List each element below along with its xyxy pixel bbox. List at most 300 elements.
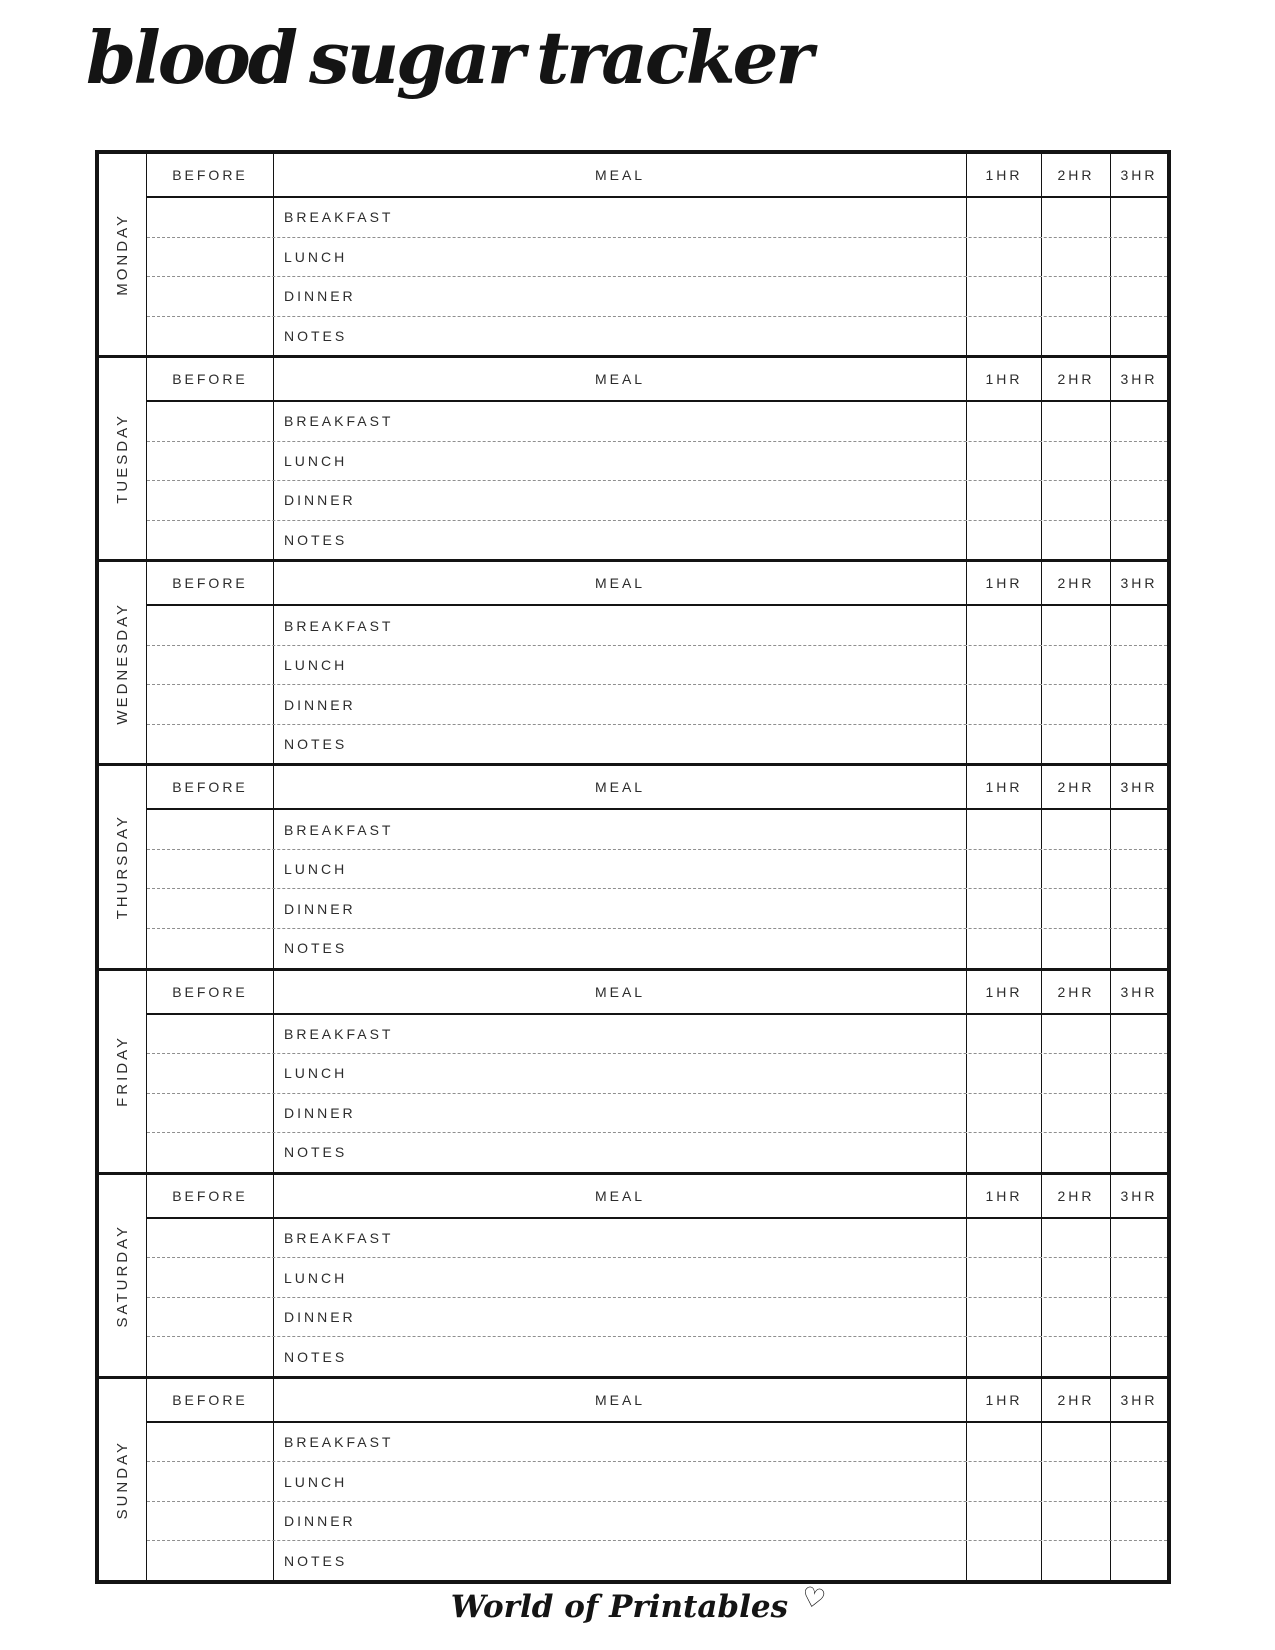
header-3hr-label: 3HR: [1120, 371, 1158, 388]
header-2hr-cell: [1041, 971, 1110, 1013]
day-column: [99, 154, 147, 355]
before-entry-cell: [147, 1258, 274, 1297]
day-grid: [147, 766, 1167, 967]
header-before-label: BEFORE: [172, 779, 248, 796]
header-1hr-cell: [966, 971, 1041, 1013]
meal-row-label: DINNER: [284, 492, 356, 509]
day-grid: [147, 562, 1167, 763]
meal-row-label: DINNER: [284, 696, 356, 713]
hr2-entry-cell: [1041, 850, 1110, 889]
meal-row-label: BREAKFAST: [284, 1229, 394, 1246]
hr1-entry-cell: [966, 1219, 1041, 1258]
meal-row-label: LUNCH: [284, 452, 348, 469]
header-meal-label: MEAL: [594, 1187, 646, 1204]
before-entry-cell: [147, 1094, 274, 1133]
hr1-entry-cell: [966, 929, 1041, 968]
meal-row-label: DINNER: [284, 1513, 356, 1530]
before-entry-cell: [147, 725, 274, 764]
lunch-row: [147, 1258, 1167, 1298]
header-2hr-cell: [1041, 154, 1110, 196]
header-1hr-label: 1HR: [985, 779, 1023, 796]
hr2-entry-cell: [1041, 402, 1110, 441]
header-1hr-cell: [966, 562, 1041, 604]
header-3hr-cell: [1110, 971, 1167, 1013]
meal-row-label: BREAKFAST: [284, 1434, 394, 1451]
hr1-entry-cell: [966, 1054, 1041, 1093]
header-2hr-cell: [1041, 562, 1110, 604]
hr1-entry-cell: [966, 1133, 1041, 1172]
meal-row-label: LUNCH: [284, 248, 348, 265]
header-2hr-cell: [1041, 358, 1110, 400]
meal-row-label: LUNCH: [284, 1065, 348, 1082]
hr2-entry-cell: [1041, 1423, 1110, 1462]
before-entry-cell: [147, 442, 274, 481]
hr3-entry-cell: [1110, 442, 1167, 481]
meal-entry-cell: [274, 521, 966, 560]
header-1hr-cell: [966, 358, 1041, 400]
notes-row: [147, 521, 1167, 560]
hr2-entry-cell: [1041, 685, 1110, 724]
header-row: [147, 971, 1167, 1015]
meal-entry-cell: [274, 198, 966, 237]
header-3hr-cell: [1110, 154, 1167, 196]
lunch-row: [147, 850, 1167, 890]
hr2-entry-cell: [1041, 1219, 1110, 1258]
header-1hr-cell: [966, 1379, 1041, 1421]
dinner-row: [147, 889, 1167, 929]
header-meal-cell: [274, 562, 966, 604]
before-entry-cell: [147, 521, 274, 560]
day-label: SUNDAY: [114, 1439, 131, 1520]
brand-name: World of Printables: [450, 1589, 789, 1625]
header-meal-label: MEAL: [594, 371, 646, 388]
hr1-entry-cell: [966, 1298, 1041, 1337]
hr3-entry-cell: [1110, 1219, 1167, 1258]
day-column: [99, 971, 147, 1172]
dinner-row: [147, 685, 1167, 725]
meal-entry-cell: [274, 929, 966, 968]
tracker-table: [95, 150, 1171, 1584]
header-meal-label: MEAL: [594, 575, 646, 592]
hr1-entry-cell: [966, 442, 1041, 481]
hr2-entry-cell: [1041, 1258, 1110, 1297]
hr2-entry-cell: [1041, 1133, 1110, 1172]
header-2hr-label: 2HR: [1057, 167, 1095, 183]
hr2-entry-cell: [1041, 198, 1110, 237]
day-section-sunday: [99, 1379, 1167, 1580]
hr2-entry-cell: [1041, 1541, 1110, 1580]
before-entry-cell: [147, 850, 274, 889]
notes-row: [147, 1133, 1167, 1172]
day-grid: [147, 358, 1167, 559]
meal-row-label: LUNCH: [284, 1473, 348, 1490]
lunch-row: [147, 1462, 1167, 1502]
hr3-entry-cell: [1110, 1298, 1167, 1337]
header-2hr-cell: [1041, 1175, 1110, 1217]
breakfast-row: [147, 810, 1167, 850]
before-entry-cell: [147, 1298, 274, 1337]
header-row: [147, 358, 1167, 402]
lunch-row: [147, 1054, 1167, 1094]
header-before-cell: [147, 1175, 274, 1217]
header-3hr-cell: [1110, 358, 1167, 400]
hr1-entry-cell: [966, 1258, 1041, 1297]
meal-entry-cell: [274, 442, 966, 481]
hr2-entry-cell: [1041, 810, 1110, 849]
meal-row-label: LUNCH: [284, 1269, 348, 1286]
header-2hr-cell: [1041, 766, 1110, 808]
header-3hr-cell: [1110, 562, 1167, 604]
header-1hr-label: 1HR: [985, 575, 1023, 592]
day-column: [99, 562, 147, 763]
day-label: FRIDAY: [114, 1035, 131, 1108]
hr2-entry-cell: [1041, 1337, 1110, 1376]
hr1-entry-cell: [966, 646, 1041, 685]
header-2hr-label: 2HR: [1057, 1187, 1095, 1204]
before-entry-cell: [147, 198, 274, 237]
before-entry-cell: [147, 810, 274, 849]
hr2-entry-cell: [1041, 1054, 1110, 1093]
hr1-entry-cell: [966, 277, 1041, 316]
header-3hr-label: 3HR: [1120, 575, 1158, 592]
header-1hr-label: 1HR: [985, 1391, 1023, 1408]
header-3hr-cell: [1110, 766, 1167, 808]
meal-entry-cell: [274, 1015, 966, 1054]
hr1-entry-cell: [966, 402, 1041, 441]
before-entry-cell: [147, 1133, 274, 1172]
meal-entry-cell: [274, 646, 966, 685]
day-column: [99, 358, 147, 559]
brand-logo: [0, 1580, 1275, 1625]
meal-row-label: NOTES: [284, 327, 348, 344]
before-entry-cell: [147, 889, 274, 928]
before-entry-cell: [147, 1502, 274, 1541]
hr3-entry-cell: [1110, 1094, 1167, 1133]
hr1-entry-cell: [966, 481, 1041, 520]
meal-row-label: DINNER: [284, 1309, 356, 1326]
hr3-entry-cell: [1110, 1423, 1167, 1462]
hr1-entry-cell: [966, 685, 1041, 724]
hr2-entry-cell: [1041, 277, 1110, 316]
before-entry-cell: [147, 238, 274, 277]
hr3-entry-cell: [1110, 481, 1167, 520]
hr1-entry-cell: [966, 1094, 1041, 1133]
hr3-entry-cell: [1110, 1015, 1167, 1054]
hr2-entry-cell: [1041, 481, 1110, 520]
hr2-entry-cell: [1041, 606, 1110, 645]
notes-row: [147, 1541, 1167, 1580]
before-entry-cell: [147, 1219, 274, 1258]
header-meal-label: MEAL: [594, 167, 646, 183]
breakfast-row: [147, 198, 1167, 238]
hr3-entry-cell: [1110, 889, 1167, 928]
header-2hr-cell: [1041, 1379, 1110, 1421]
hr3-entry-cell: [1110, 850, 1167, 889]
before-entry-cell: [147, 402, 274, 441]
header-before-cell: [147, 562, 274, 604]
hr2-entry-cell: [1041, 646, 1110, 685]
hr2-entry-cell: [1041, 929, 1110, 968]
meal-row-label: DINNER: [284, 288, 356, 305]
breakfast-row: [147, 1015, 1167, 1055]
meal-entry-cell: [274, 317, 966, 356]
header-before-label: BEFORE: [172, 575, 248, 592]
header-row: [147, 1175, 1167, 1219]
header-1hr-label: 1HR: [985, 1187, 1023, 1204]
day-column: [99, 766, 147, 967]
header-meal-cell: [274, 154, 966, 196]
heart-icon: ♡: [798, 1580, 829, 1617]
hr2-entry-cell: [1041, 442, 1110, 481]
notes-row: [147, 1337, 1167, 1376]
hr3-entry-cell: [1110, 277, 1167, 316]
header-meal-label: MEAL: [594, 1391, 646, 1408]
before-entry-cell: [147, 1015, 274, 1054]
header-before-label: BEFORE: [172, 1391, 248, 1408]
hr3-entry-cell: [1110, 646, 1167, 685]
meal-row-label: LUNCH: [284, 657, 348, 674]
day-grid: [147, 154, 1167, 355]
page-title: blood sugar tracker: [86, 15, 811, 100]
meal-entry-cell: [274, 889, 966, 928]
header-before-cell: [147, 766, 274, 808]
meal-entry-cell: [274, 1094, 966, 1133]
before-entry-cell: [147, 685, 274, 724]
before-entry-cell: [147, 481, 274, 520]
header-1hr-cell: [966, 1175, 1041, 1217]
meal-row-label: NOTES: [284, 1144, 348, 1161]
breakfast-row: [147, 1219, 1167, 1259]
meal-entry-cell: [274, 1219, 966, 1258]
header-before-cell: [147, 971, 274, 1013]
hr3-entry-cell: [1110, 238, 1167, 277]
header-3hr-label: 3HR: [1120, 1187, 1158, 1204]
lunch-row: [147, 442, 1167, 482]
hr3-entry-cell: [1110, 1133, 1167, 1172]
meal-entry-cell: [274, 1423, 966, 1462]
day-label: SATURDAY: [114, 1223, 131, 1327]
header-1hr-label: 1HR: [985, 371, 1023, 388]
breakfast-row: [147, 1423, 1167, 1463]
before-entry-cell: [147, 606, 274, 645]
header-meal-label: MEAL: [594, 983, 646, 1000]
header-3hr-label: 3HR: [1120, 779, 1158, 796]
lunch-row: [147, 238, 1167, 278]
before-entry-cell: [147, 277, 274, 316]
notes-row: [147, 317, 1167, 356]
header-2hr-label: 2HR: [1057, 371, 1095, 388]
meal-entry-cell: [274, 725, 966, 764]
day-section-monday: [99, 154, 1167, 358]
header-before-label: BEFORE: [172, 1187, 248, 1204]
meal-entry-cell: [274, 1133, 966, 1172]
hr3-entry-cell: [1110, 521, 1167, 560]
meal-row-label: NOTES: [284, 940, 348, 957]
header-2hr-label: 2HR: [1057, 983, 1095, 1000]
dinner-row: [147, 1502, 1167, 1542]
header-1hr-label: 1HR: [985, 983, 1023, 1000]
hr3-entry-cell: [1110, 1502, 1167, 1541]
before-entry-cell: [147, 646, 274, 685]
header-meal-cell: [274, 1379, 966, 1421]
before-entry-cell: [147, 1462, 274, 1501]
hr3-entry-cell: [1110, 606, 1167, 645]
hr2-entry-cell: [1041, 1094, 1110, 1133]
hr2-entry-cell: [1041, 238, 1110, 277]
hr1-entry-cell: [966, 725, 1041, 764]
meal-entry-cell: [274, 606, 966, 645]
header-3hr-label: 3HR: [1120, 983, 1158, 1000]
header-meal-cell: [274, 766, 966, 808]
meal-entry-cell: [274, 402, 966, 441]
hr2-entry-cell: [1041, 1015, 1110, 1054]
hr2-entry-cell: [1041, 1462, 1110, 1501]
hr1-entry-cell: [966, 317, 1041, 356]
day-grid: [147, 1175, 1167, 1376]
header-3hr-cell: [1110, 1175, 1167, 1217]
hr3-entry-cell: [1110, 402, 1167, 441]
meal-entry-cell: [274, 850, 966, 889]
hr1-entry-cell: [966, 198, 1041, 237]
day-section-friday: [99, 971, 1167, 1175]
header-before-cell: [147, 1379, 274, 1421]
dinner-row: [147, 277, 1167, 317]
header-row: [147, 766, 1167, 810]
hr2-entry-cell: [1041, 317, 1110, 356]
hr1-entry-cell: [966, 889, 1041, 928]
hr1-entry-cell: [966, 1423, 1041, 1462]
header-meal-cell: [274, 1175, 966, 1217]
meal-row-label: BREAKFAST: [284, 413, 394, 430]
header-before-cell: [147, 358, 274, 400]
hr2-entry-cell: [1041, 1502, 1110, 1541]
header-1hr-cell: [966, 154, 1041, 196]
hr2-entry-cell: [1041, 725, 1110, 764]
header-row: [147, 1379, 1167, 1423]
header-3hr-label: 3HR: [1120, 1391, 1158, 1408]
meal-entry-cell: [274, 1541, 966, 1580]
dinner-row: [147, 481, 1167, 521]
hr1-entry-cell: [966, 850, 1041, 889]
header-2hr-label: 2HR: [1057, 1391, 1095, 1408]
day-label: WEDNESDAY: [114, 601, 131, 725]
hr2-entry-cell: [1041, 889, 1110, 928]
header-meal-cell: [274, 358, 966, 400]
header-before-cell: [147, 154, 274, 196]
notes-row: [147, 929, 1167, 968]
meal-row-label: BREAKFAST: [284, 209, 394, 226]
dinner-row: [147, 1094, 1167, 1134]
header-1hr-cell: [966, 766, 1041, 808]
day-section-saturday: [99, 1175, 1167, 1379]
meal-row-label: BREAKFAST: [284, 821, 394, 838]
hr3-entry-cell: [1110, 1462, 1167, 1501]
breakfast-row: [147, 402, 1167, 442]
hr3-entry-cell: [1110, 929, 1167, 968]
header-before-label: BEFORE: [172, 167, 248, 183]
dinner-row: [147, 1298, 1167, 1338]
meal-row-label: NOTES: [284, 1552, 348, 1569]
hr1-entry-cell: [966, 238, 1041, 277]
header-meal-label: MEAL: [594, 779, 646, 796]
hr3-entry-cell: [1110, 317, 1167, 356]
header-row: [147, 562, 1167, 606]
hr1-entry-cell: [966, 1462, 1041, 1501]
before-entry-cell: [147, 1541, 274, 1580]
meal-entry-cell: [274, 481, 966, 520]
day-section-wednesday: [99, 562, 1167, 766]
header-3hr-label: 3HR: [1120, 167, 1158, 183]
meal-entry-cell: [274, 238, 966, 277]
meal-row-label: NOTES: [284, 532, 348, 548]
meal-row-label: BREAKFAST: [284, 617, 394, 634]
hr1-entry-cell: [966, 1015, 1041, 1054]
hr2-entry-cell: [1041, 521, 1110, 560]
meal-entry-cell: [274, 810, 966, 849]
header-before-label: BEFORE: [172, 983, 248, 1000]
meal-entry-cell: [274, 1054, 966, 1093]
hr1-entry-cell: [966, 1541, 1041, 1580]
hr3-entry-cell: [1110, 1541, 1167, 1580]
meal-entry-cell: [274, 1462, 966, 1501]
meal-row-label: BREAKFAST: [284, 1025, 394, 1042]
hr1-entry-cell: [966, 606, 1041, 645]
header-row: [147, 154, 1167, 198]
hr3-entry-cell: [1110, 1337, 1167, 1376]
hr3-entry-cell: [1110, 725, 1167, 764]
hr3-entry-cell: [1110, 685, 1167, 724]
day-column: [99, 1379, 147, 1580]
breakfast-row: [147, 606, 1167, 646]
hr2-entry-cell: [1041, 1298, 1110, 1337]
meal-row-label: DINNER: [284, 900, 356, 917]
day-grid: [147, 1379, 1167, 1580]
before-entry-cell: [147, 1337, 274, 1376]
meal-entry-cell: [274, 1258, 966, 1297]
meal-row-label: DINNER: [284, 1104, 356, 1121]
before-entry-cell: [147, 317, 274, 356]
day-grid: [147, 971, 1167, 1172]
hr3-entry-cell: [1110, 1258, 1167, 1297]
before-entry-cell: [147, 1054, 274, 1093]
meal-row-label: NOTES: [284, 1348, 348, 1365]
meal-entry-cell: [274, 277, 966, 316]
header-before-label: BEFORE: [172, 371, 248, 388]
hr1-entry-cell: [966, 521, 1041, 560]
notes-row: [147, 725, 1167, 764]
day-column: [99, 1175, 147, 1376]
day-label: TUESDAY: [114, 413, 131, 505]
header-3hr-cell: [1110, 1379, 1167, 1421]
day-label: THURSDAY: [114, 814, 131, 920]
meal-entry-cell: [274, 1298, 966, 1337]
hr3-entry-cell: [1110, 1054, 1167, 1093]
meal-entry-cell: [274, 1337, 966, 1376]
header-meal-cell: [274, 971, 966, 1013]
header-1hr-label: 1HR: [985, 167, 1023, 183]
day-section-thursday: [99, 766, 1167, 970]
meal-entry-cell: [274, 685, 966, 724]
hr1-entry-cell: [966, 1337, 1041, 1376]
header-2hr-label: 2HR: [1057, 575, 1095, 592]
hr1-entry-cell: [966, 1502, 1041, 1541]
lunch-row: [147, 646, 1167, 686]
header-2hr-label: 2HR: [1057, 779, 1095, 796]
meal-entry-cell: [274, 1502, 966, 1541]
before-entry-cell: [147, 929, 274, 968]
before-entry-cell: [147, 1423, 274, 1462]
meal-row-label: LUNCH: [284, 861, 348, 878]
